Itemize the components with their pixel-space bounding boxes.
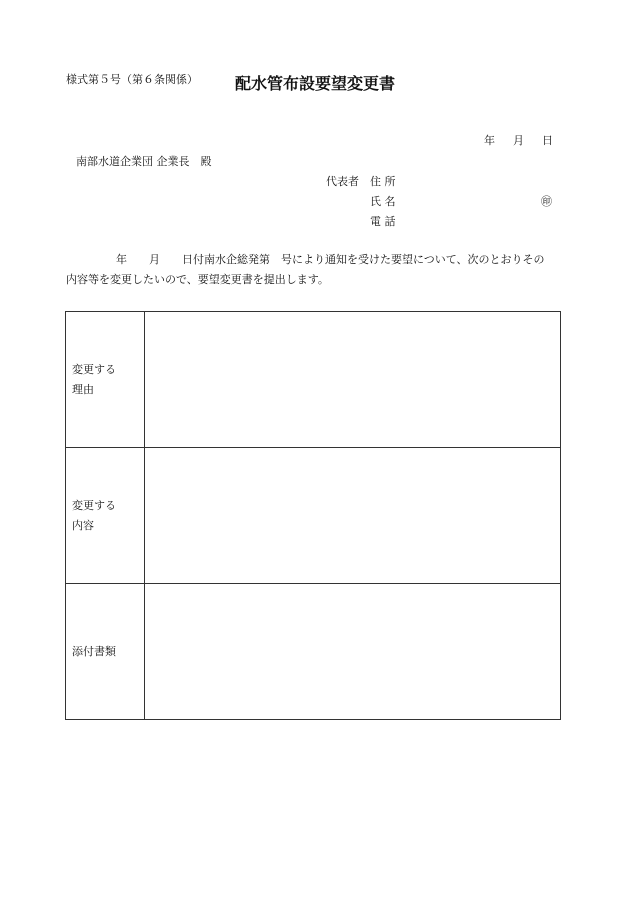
label-line: 添付書類	[72, 644, 116, 658]
body-line-1: 年 月 日付南水企総発第 号により通知を受けた要望について、次のとおりその	[116, 253, 545, 266]
name-label: 氏 名	[370, 195, 396, 208]
label-line: 変更する	[72, 362, 116, 376]
table-row	[66, 448, 561, 584]
attachments-field[interactable]	[145, 584, 561, 720]
date-year: 年	[484, 134, 495, 147]
row-label	[66, 312, 145, 448]
row-label	[66, 448, 145, 584]
date-day: 日	[542, 134, 553, 147]
representative-label: 代表者	[326, 175, 359, 188]
document-title: 配水管布設要望変更書	[234, 74, 395, 93]
row-label	[66, 584, 145, 720]
label-line: 変更する	[72, 498, 116, 512]
table-row	[66, 312, 561, 448]
date-month: 月	[513, 134, 524, 147]
phone-label: 電 話	[370, 215, 396, 228]
address-label: 住 所	[370, 175, 396, 188]
change-table	[65, 311, 561, 720]
content-field[interactable]	[145, 448, 561, 584]
seal-mark: ㊞	[541, 195, 552, 208]
body-line-2: 内容等を変更したいので、要望変更書を提出します。	[66, 273, 329, 286]
addressee: 南部水道企業団 企業長 殿	[76, 155, 212, 168]
label-line: 内容	[72, 518, 94, 532]
label-line: 理由	[72, 382, 94, 396]
table-row	[66, 584, 561, 720]
reason-field[interactable]	[145, 312, 561, 448]
form-number: 様式第５号（第６条関係）	[66, 73, 198, 86]
